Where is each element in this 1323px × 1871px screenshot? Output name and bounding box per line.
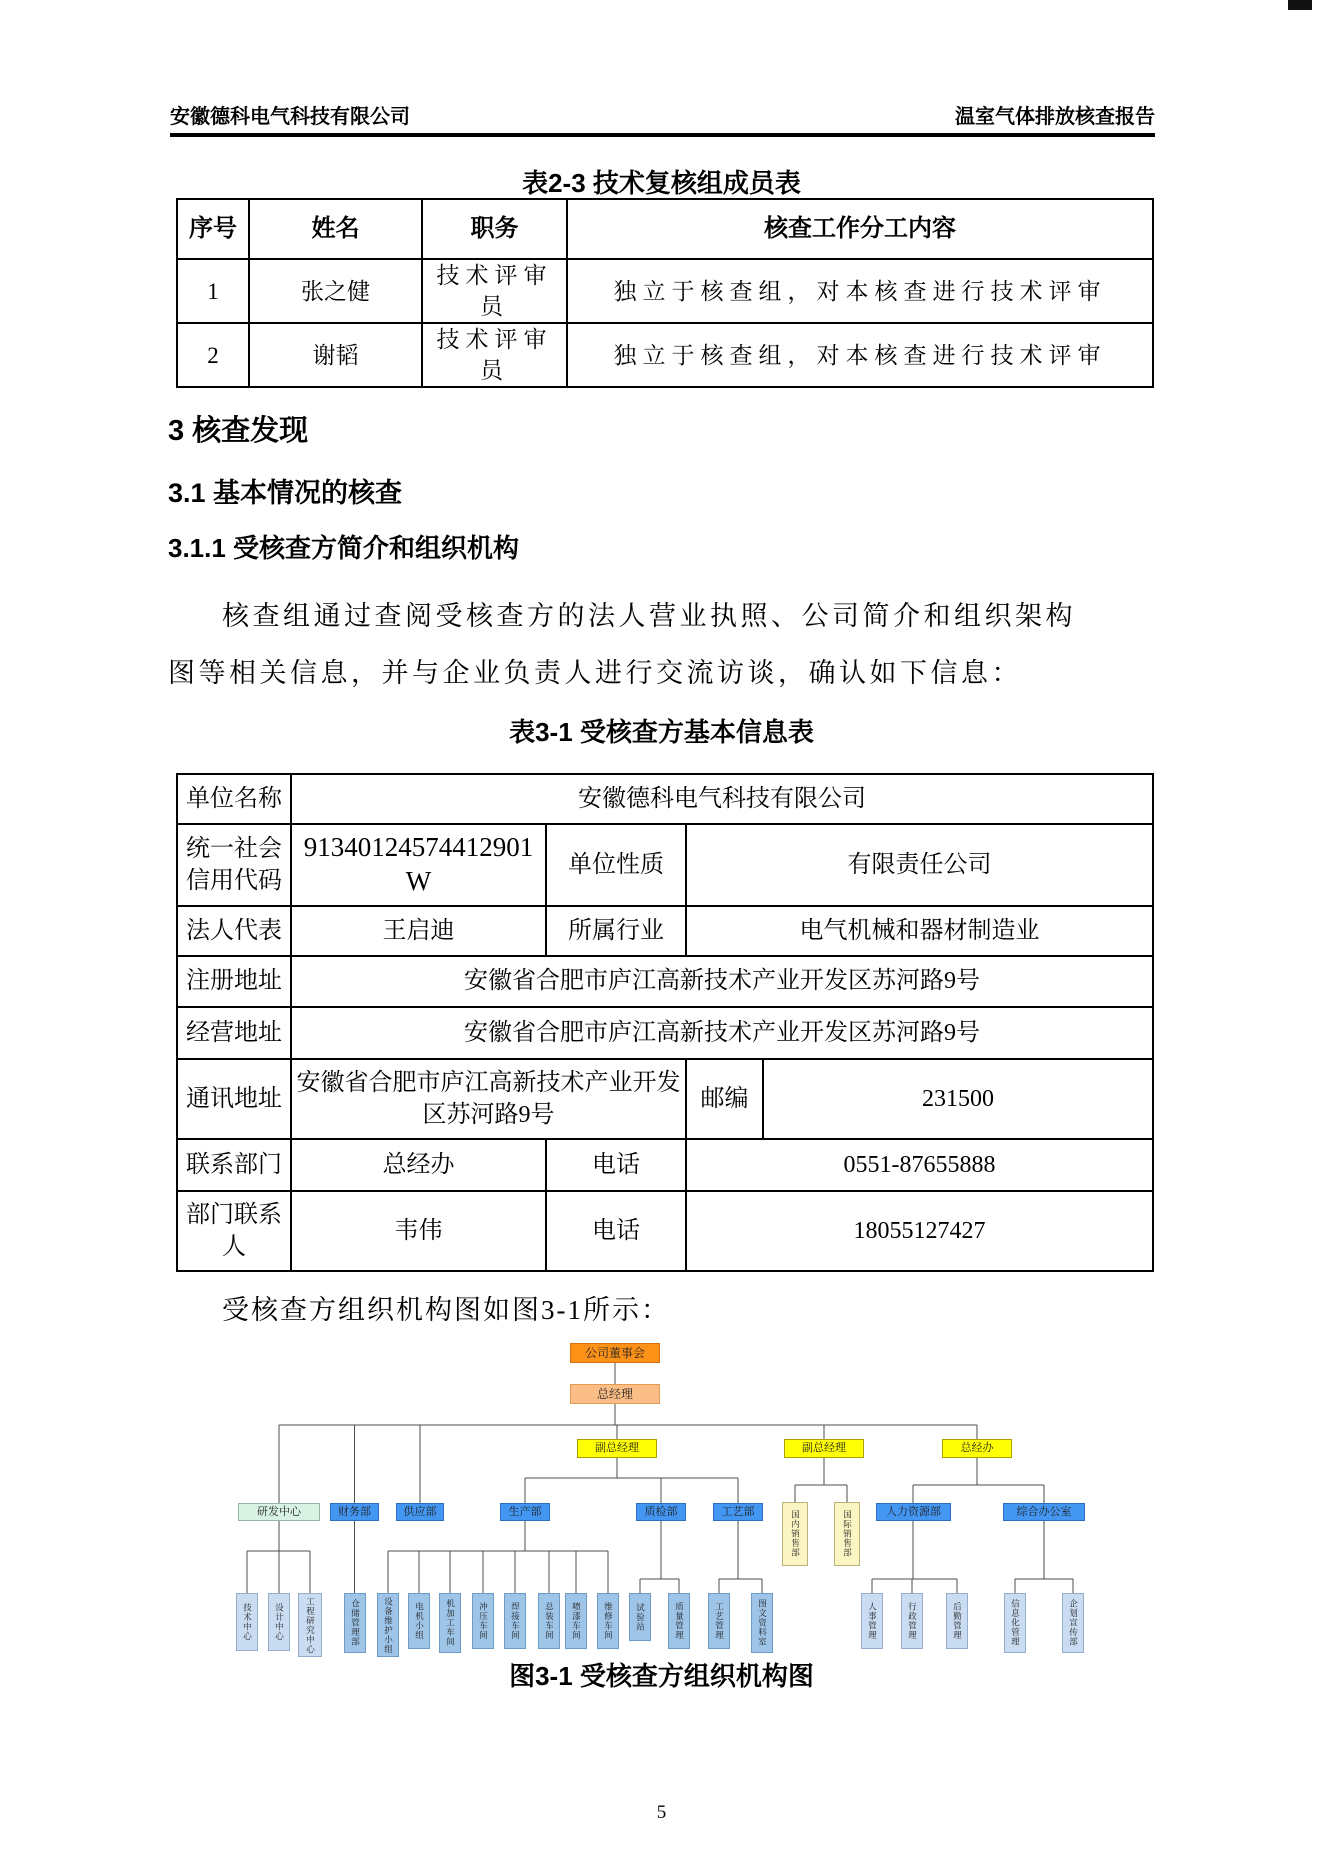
value-unit-type: 有限责任公司 bbox=[686, 824, 1153, 906]
org-node: 机加工车间 bbox=[439, 1593, 461, 1653]
label-unit-name: 单位名称 bbox=[177, 774, 291, 824]
org-node: 质检部 bbox=[636, 1503, 686, 1521]
org-node: 综合办公室 bbox=[1003, 1503, 1085, 1521]
value-phone: 0551-87655888 bbox=[686, 1139, 1153, 1191]
org-node: 质量管理 bbox=[668, 1593, 690, 1649]
table-row bbox=[177, 1059, 1153, 1139]
org-chart-intro: 受核查方组织机构图如图3-1所示： bbox=[222, 1295, 670, 1325]
header-report-title: 温室气体排放核查报告 bbox=[955, 106, 1155, 128]
page-header bbox=[170, 100, 1155, 129]
header-rule bbox=[170, 133, 1155, 137]
value-phone: 18055127427 bbox=[686, 1191, 1153, 1271]
cell-duty: 独立于核查组，对本核查进行技术评审 bbox=[567, 323, 1153, 387]
table-row bbox=[177, 1139, 1153, 1191]
org-node: 生产部 bbox=[500, 1503, 550, 1521]
value-biz-addr: 安徽省合肥市庐江高新技术产业开发区苏河路9号 bbox=[291, 1007, 1153, 1059]
org-node: 总装车间 bbox=[538, 1593, 560, 1649]
org-node: 工程研究中心 bbox=[298, 1593, 322, 1657]
label-phone: 电话 bbox=[546, 1191, 686, 1271]
paragraph-line: 图等相关信息，并与企业负责人进行交流访谈，确认如下信息： bbox=[168, 658, 1022, 688]
label-reg-addr: 注册地址 bbox=[177, 956, 291, 1007]
section-heading-3-1: 3.1 基本情况的核查 bbox=[168, 478, 403, 508]
value-mail-addr: 安徽省合肥市庐江高新技术产业开发区苏河路9号 bbox=[291, 1059, 686, 1139]
org-node: 工艺管理 bbox=[708, 1593, 730, 1649]
org-node: 试验站 bbox=[629, 1593, 651, 1641]
figure-caption: 图3-1 受核查方组织机构图 bbox=[509, 1661, 814, 1691]
value-credit-code: 91340124574412901W bbox=[291, 824, 546, 906]
value-postcode: 231500 bbox=[763, 1059, 1153, 1139]
org-node: 企划宣传部 bbox=[1062, 1593, 1084, 1653]
col-header-name: 姓名 bbox=[249, 199, 422, 259]
org-node: 工艺部 bbox=[713, 1503, 763, 1521]
section-heading-3: 3 核查发现 bbox=[168, 415, 309, 447]
org-node: 图文资料室 bbox=[751, 1593, 773, 1653]
label-mail-addr: 通讯地址 bbox=[177, 1059, 291, 1139]
value-unit-name: 安徽德科电气科技有限公司 bbox=[291, 774, 1153, 824]
label-legal-rep: 法人代表 bbox=[177, 906, 291, 956]
label-postcode: 邮编 bbox=[686, 1059, 763, 1139]
table-header-row bbox=[177, 199, 1153, 259]
org-node: 副总经理 bbox=[577, 1439, 657, 1458]
org-node: 维修车间 bbox=[597, 1593, 619, 1649]
org-node: 供应部 bbox=[396, 1503, 444, 1521]
table-row bbox=[177, 824, 1153, 906]
table-2-3-caption: 表2-3 技术复核组成员表 bbox=[522, 168, 801, 198]
value-reg-addr: 安徽省合肥市庐江高新技术产业开发区苏河路9号 bbox=[291, 956, 1153, 1007]
cell-index: 2 bbox=[177, 323, 249, 387]
org-node: 信息化管理 bbox=[1004, 1593, 1026, 1653]
org-node: 国内销售部 bbox=[782, 1502, 808, 1566]
org-chart bbox=[190, 1335, 1110, 1670]
org-node: 仓储管理部 bbox=[344, 1593, 366, 1653]
table-row bbox=[177, 774, 1153, 824]
label-industry: 所属行业 bbox=[546, 906, 686, 956]
org-node: 总经办 bbox=[942, 1439, 1012, 1458]
cell-role: 技术评审员 bbox=[422, 323, 567, 387]
org-node: 总经理 bbox=[570, 1384, 660, 1404]
org-node: 人事管理 bbox=[861, 1593, 883, 1649]
header-company-name: 安徽德科电气科技有限公司 bbox=[170, 106, 410, 128]
table-row bbox=[177, 1191, 1153, 1271]
cell-duty: 独立于核查组，对本核查进行技术评审 bbox=[567, 259, 1153, 323]
org-node: 冲压车间 bbox=[472, 1593, 494, 1649]
cell-role: 技术评审员 bbox=[422, 259, 567, 323]
table-3-1 bbox=[176, 773, 1154, 1272]
org-node: 公司董事会 bbox=[570, 1343, 660, 1363]
col-header-role: 职务 bbox=[422, 199, 567, 259]
label-biz-addr: 经营地址 bbox=[177, 1007, 291, 1059]
section-heading-3-1-1: 3.1.1 受核查方简介和组织机构 bbox=[168, 533, 520, 563]
org-node: 喷漆车间 bbox=[565, 1593, 587, 1649]
table-2-3 bbox=[176, 198, 1154, 388]
table-row bbox=[177, 323, 1153, 387]
table-row bbox=[177, 906, 1153, 956]
col-header-duty: 核查工作分工内容 bbox=[567, 199, 1153, 259]
org-node: 副总经理 bbox=[784, 1439, 864, 1458]
label-unit-type: 单位性质 bbox=[546, 824, 686, 906]
org-node: 国际销售部 bbox=[834, 1502, 860, 1566]
org-node: 设备维护小组 bbox=[377, 1593, 399, 1657]
org-node: 焊接车间 bbox=[504, 1593, 526, 1649]
cell-name: 张之健 bbox=[249, 259, 422, 323]
cell-name: 谢韬 bbox=[249, 323, 422, 387]
col-header-index: 序号 bbox=[177, 199, 249, 259]
org-node: 技术中心 bbox=[236, 1593, 258, 1651]
label-contact-person: 部门联系人 bbox=[177, 1191, 291, 1271]
table-row bbox=[177, 956, 1153, 1007]
org-node: 电机小组 bbox=[408, 1593, 430, 1649]
paragraph-line: 核查组通过查阅受核查方的法人营业执照、公司简介和组织架构 bbox=[222, 601, 1076, 631]
table-row bbox=[177, 1007, 1153, 1059]
org-node: 行政管理 bbox=[901, 1593, 923, 1649]
page-number: 5 bbox=[656, 1802, 667, 1823]
value-contact-person: 韦伟 bbox=[291, 1191, 546, 1271]
cell-index: 1 bbox=[177, 259, 249, 323]
table-row bbox=[177, 259, 1153, 323]
org-node: 研发中心 bbox=[238, 1503, 320, 1521]
label-contact-dept: 联系部门 bbox=[177, 1139, 291, 1191]
value-industry: 电气机械和器材制造业 bbox=[686, 906, 1153, 956]
value-contact-dept: 总经办 bbox=[291, 1139, 546, 1191]
value-legal-rep: 王启迪 bbox=[291, 906, 546, 956]
org-node: 设计中心 bbox=[268, 1593, 290, 1651]
label-phone: 电话 bbox=[546, 1139, 686, 1191]
table-3-1-caption: 表3-1 受核查方基本信息表 bbox=[509, 717, 814, 747]
org-node: 人力资源部 bbox=[876, 1503, 951, 1521]
org-node: 后勤管理 bbox=[946, 1593, 968, 1649]
label-credit-code: 统一社会信用代码 bbox=[177, 824, 291, 906]
scan-artifact bbox=[1288, 0, 1312, 10]
org-node: 财务部 bbox=[330, 1503, 379, 1521]
